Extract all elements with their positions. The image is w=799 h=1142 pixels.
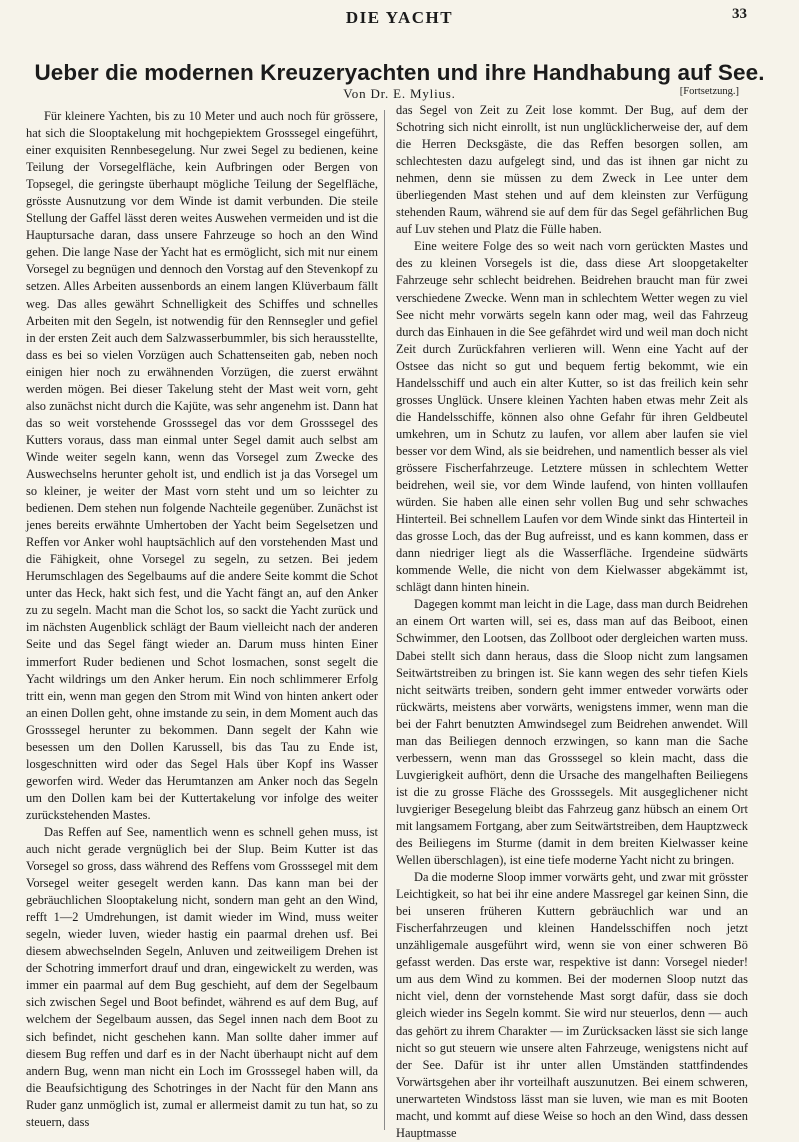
paragraph: Dagegen kommt man leicht in die Lage, dass man durch Beidrehen an einem Ort warten will, sei es, dass man auf das Beiboot, einen Schwimmer, den Lootsen, das Zollboot oder dergleichen warten muss. Dabei stellt sich dann heraus, dass die Sloop nicht zum langsamen Seitwärtstreiben zu bringen ist. Sie kann wegen des sehr tiefen Kiels nicht seitwärts treiben, sondern geht immer entweder vorwärts oder rückwärts, meistens aber vorwärts, wenigstens immer, wenn man die bei der Fahrt benutzten Amwindsegel zum Beidrehen anwendet. Will man das Beiliegen dennoch erzwingen, so kann man die Sache verbessern, wenn man das Grosssegel so klein macht, dass die Luvgierigkeit aufhört, denn die Ursache des mangelhaften Beiliegens ist die zu grosse Fläche des Grosssegels. Mit ausgeglichener nicht luvgieriger Besegelung bleibt das Fahrzeug ganz hübsch an einem Ort mit langsamem Fortgang, aber zum Seitwärtstreiben, dem Hauptzweck des Beiliegens im Sturme (damit in dem breiten Kielwasser keine Wellen überschlagen), ist eine tiefe moderne Yacht nicht zu bringen. [396,597,748,868]
paragraph: das Segel von Zeit zu Zeit lose kommt. Der Bug, auf dem der Schotring sich nicht einrollt, ist nun unglücklicherweise der, auf dem die Herren Decksgäste, die das Reffen besorgen sollen, am schlechtesten dazu aufgelegt sind, und das ist ihnen gar nicht zu nehmen, denn sie müssen zu dem Zweck in Lee unter dem überliegenden Mast stehen und auf dem kleinsten zur Verfügung stehenden Raum, während sie auf dem für das Segel gefährlichen Bug auf Luv stehen und Platz die Fülle haben. [396,103,748,237]
paragraph: Eine weitere Folge des so weit nach vorn gerückten Mastes und des zu kleinen Vorsegels ist die, dass diese Art sloopgetakelter Fahrzeuge sehr schlecht beidrehen. Beidrehen braucht man für zwei verschiedene Zwecke. Wenn man in schlechtem Wetter wegen zu viel See nicht mehr vorwärts segeln kann oder mag, weil das Fahrzeug durch das Einhauen in die See gefährdet wird und weil man doch nicht Zeit durch Zurückfahren verlieren will. Wenn eine Yacht auf der Ostsee das nicht so gut und bequem fertig bekommt, wie ein Handelsschiff und auch ein alter Kutter, so ist das freilich kein sehr grosses Unglück. Unsere kleinen Yachten haben etwas mehr Zeit als die Handelsschiffe, können also ohne Gefahr für ihren Geldbeutel umkehren, um in Schutz zu laufen, vor allem aber laufen sie viel besser vor dem Wind, als sie beidrehen, und namentlich besser als viel grössere Fischerfahrzeuge. Letztere müssen in schlechtem Wetter beidrehen, weil sie, vor dem Winde laufend, von hinten volllaufen würden. Sie haben alle einen sehr vollen Bug und sehr schwaches Hinterteil. Bei schnellem Laufen vor dem Winde sinkt das Hinterteil in das grosse Loch, das der Bug aufreisst, und es kann kommen, dass er dann niedriger liegt als die Wasserfläche. Irgendeine südwärts kommende Welle, die nicht von dem Kielwasser abgekämmt ist, schlägt dann hinten hinein. [396,239,748,595]
left-column [26,108,378,1131]
paragraph: Da die moderne Sloop immer vorwärts geht, und zwar mit grösster Leichtigkeit, so hat bei ihr eine andere Massregel gar keinen Sinn, die bei unseren früheren Kuttern gebräuchlich war und an Fischerfahrzeugen und kleinen Handelsschiffen noch jetzt unzähligemale ausgeführt wird, wenn sie von einer schweren Bö gefasst werden. Das erste war, respektive ist dann: Vorsegel nieder! um aus dem Wind zu kommen. Bei der modernen Sloop nutzt das nicht viel, denn der vornstehende Mast sorgt dafür, dass sie doch gleich wieder ins Segeln kommt. Sie wird nur steuerlos, denn — auch das gehört zu ihrem Charakter — im Zurücksacken lässt sie sich lange nicht so gut steuern wie unsere alten Fahrzeuge, wenigstens nicht auf der See. Dafür ist ihr unter allen Umständen stattfindendes Vorwärtsgehen aber ihr vorteilhaft auszunutzen. Bei einem schweren, unerwarteten Windstoss lässt man sie luven, wie man es mit Booten macht, und kommt auf diese Weise so hoch an den Wind, dass dessen Hauptmasse [396,870,748,1140]
paragraph: Für kleinere Yachten, bis zu 10 Meter und auch noch für grössere, hat sich die Slooptakelung mit hochgepiektem Grosssegel eingeführt, einer exquisiten Rennbesegelung. Nur zwei Segel zu bedienen, keine Teilung der Vorsegelfläche, kein Aufbringen oder Bergen von Topsegel, die geringste überhaupt mögliche Teilung der Segelfläche, grösste Ausnutzung vor dem Winde ist damit verbunden. Die steile Stellung der Gaffel lässt deren weites Auswehen vermeiden und ist die Hauptursache daran, dass unsere Fahrzeuge so hoch an den Wind gehen. Die lange Nase der Yacht hat es ermöglicht, sich mit nur einem Vorsegel zu begnügen und dennoch den Vorstag auf den Stevenkopf zu setzen. Alles Arbeiten aussenbords an einem langen Klüverbaum fällt weg. Das alles gewährt Schnelligkeit des Schiffes und schnelles Arbeiten mit den Segeln, ist notwendig für den Rennsegler und gefiel in der ersten Zeit auch dem Salzwasserbummler, bis sich herausstellte, dass es bei so vielen Vorzügen auch Schattenseiten gab, neben noch einigen hier noch zu erwähnenden Vorzügen, die zuerst erwähnt werden mögen. Bei dieser Takelung steht der Mast weit vorn, geht also zunächst nicht durch die Kajüte, was sehr angenehm ist. Dann hat das so weit vorstehende Grosssegel das vor dem Grosssegel des Kutters voraus, dass man einmal unter Segel damit auch selbst am Winde weiter segeln kann, wenn das Vorsegel zum Zwecke des Auswechselns herunter geholt ist, und endlich ist ja das Vorsegel um so kleiner, je weiter der Mast vorn steht und um so leichter zu bedienen. Dem stehen nun folgende Nachteile gegenüber. Zunächst ist jenes bereits erwähnte Umhertoben der Yacht beim Segelsetzen und Reffen vor Anker wohl hauptsächlich auf den vorstehenden Mast und die Fähigkeit, ohne Vorsegel zu segeln, zu setzen. Bei jedem Herumschlagen des Segelbaums auf die andere Seite kommt die Schot unter das Heck, hakt sich fest, und die Yacht fängt an, auf den Anker zu zu segeln. Macht man die Schot los, so sackt die Yacht zurück und im nächsten Augenblick schlägt der Baum vielleicht nach der anderen Seite und das Segel fängt wieder an. Darum muss hinten Einer immerfort Ruder bedienen und Schot losmachen, sonst segelt die Yacht wildrings um den Anker herum. Ein noch schlimmerer Erfolg tritt ein, wenn man gegen den Strom mit Wind von hinten ankert oder an einen Dollen geht, ohne imstande zu sein, in dem Moment auch das Grosssegel herunter zu bekommen. Dann segelt der Kahn wie besessen um den Dollen Karussell, bis das Tau zu Ende ist, losgeschnitten wird oder das Segel Hals über Kopf ins Wasser geworfen wird. Weder das Herumtanzen am Anker noch das Segeln um den Dollen kam bei der Kuttertakelung vor infolge des weiter zurückstehenden Mastes. [26,109,378,822]
running-head: DIE YACHT [345,8,454,27]
paragraph: Das Reffen auf See, namentlich wenn es schnell gehen muss, ist auch nicht gerade vergnüglich bei der Slup. Beim Kutter ist das Vorsegel so gross, dass während des Reffens vom Grosssegel mit dem Vorsegel weiter gesegelt werden kann. Das kann man bei der gebräuchlichen Slooptakelung nicht, sondern man geht an den Wind, refft 1—2 Umdrehungen, ist damit wieder im Wind, muss weiter segeln, wieder luven, wieder hastig ein paarmal drehen usf. Bei diesem abwechselnden Segeln, Anluven und zeitweiligem Drehen ist der Schotring immerfort drauf und dran, eingewickelt zu werden, was immer ein paarmal auf dem Bug geschieht, auf dem der Segelbaum sich zwischen Segel und Boot befindet, während es auf dem Bug, auf welchem der Segelbaum aussen, das Segel innen nach dem Boot zu sich befindet, nicht geschehen kann. Man sollte daher immer auf diesem Bug reffen und darf es in der Nacht überhaupt nicht auf dem andern Bug, wenn man nicht ein Loch im Grosssegel haben will, da die Beaufsichtigung des Schotringes in der Nacht für den Mann ans Ruder ganz unmöglich ist, zumal er allermeist damit zu tun hat, so zu steuern, dass [26,824,378,1129]
article-title: Ueber die modernen Kreuzeryachten und ihre Handhabung auf See. [34,60,765,85]
continued-note: [Fortsetzung.] [679,86,739,97]
right-column [396,102,748,1142]
column-divider [384,110,385,1130]
page-number: 33 [732,6,747,22]
article-byline: Von Dr. E. Mylius. [343,86,456,101]
